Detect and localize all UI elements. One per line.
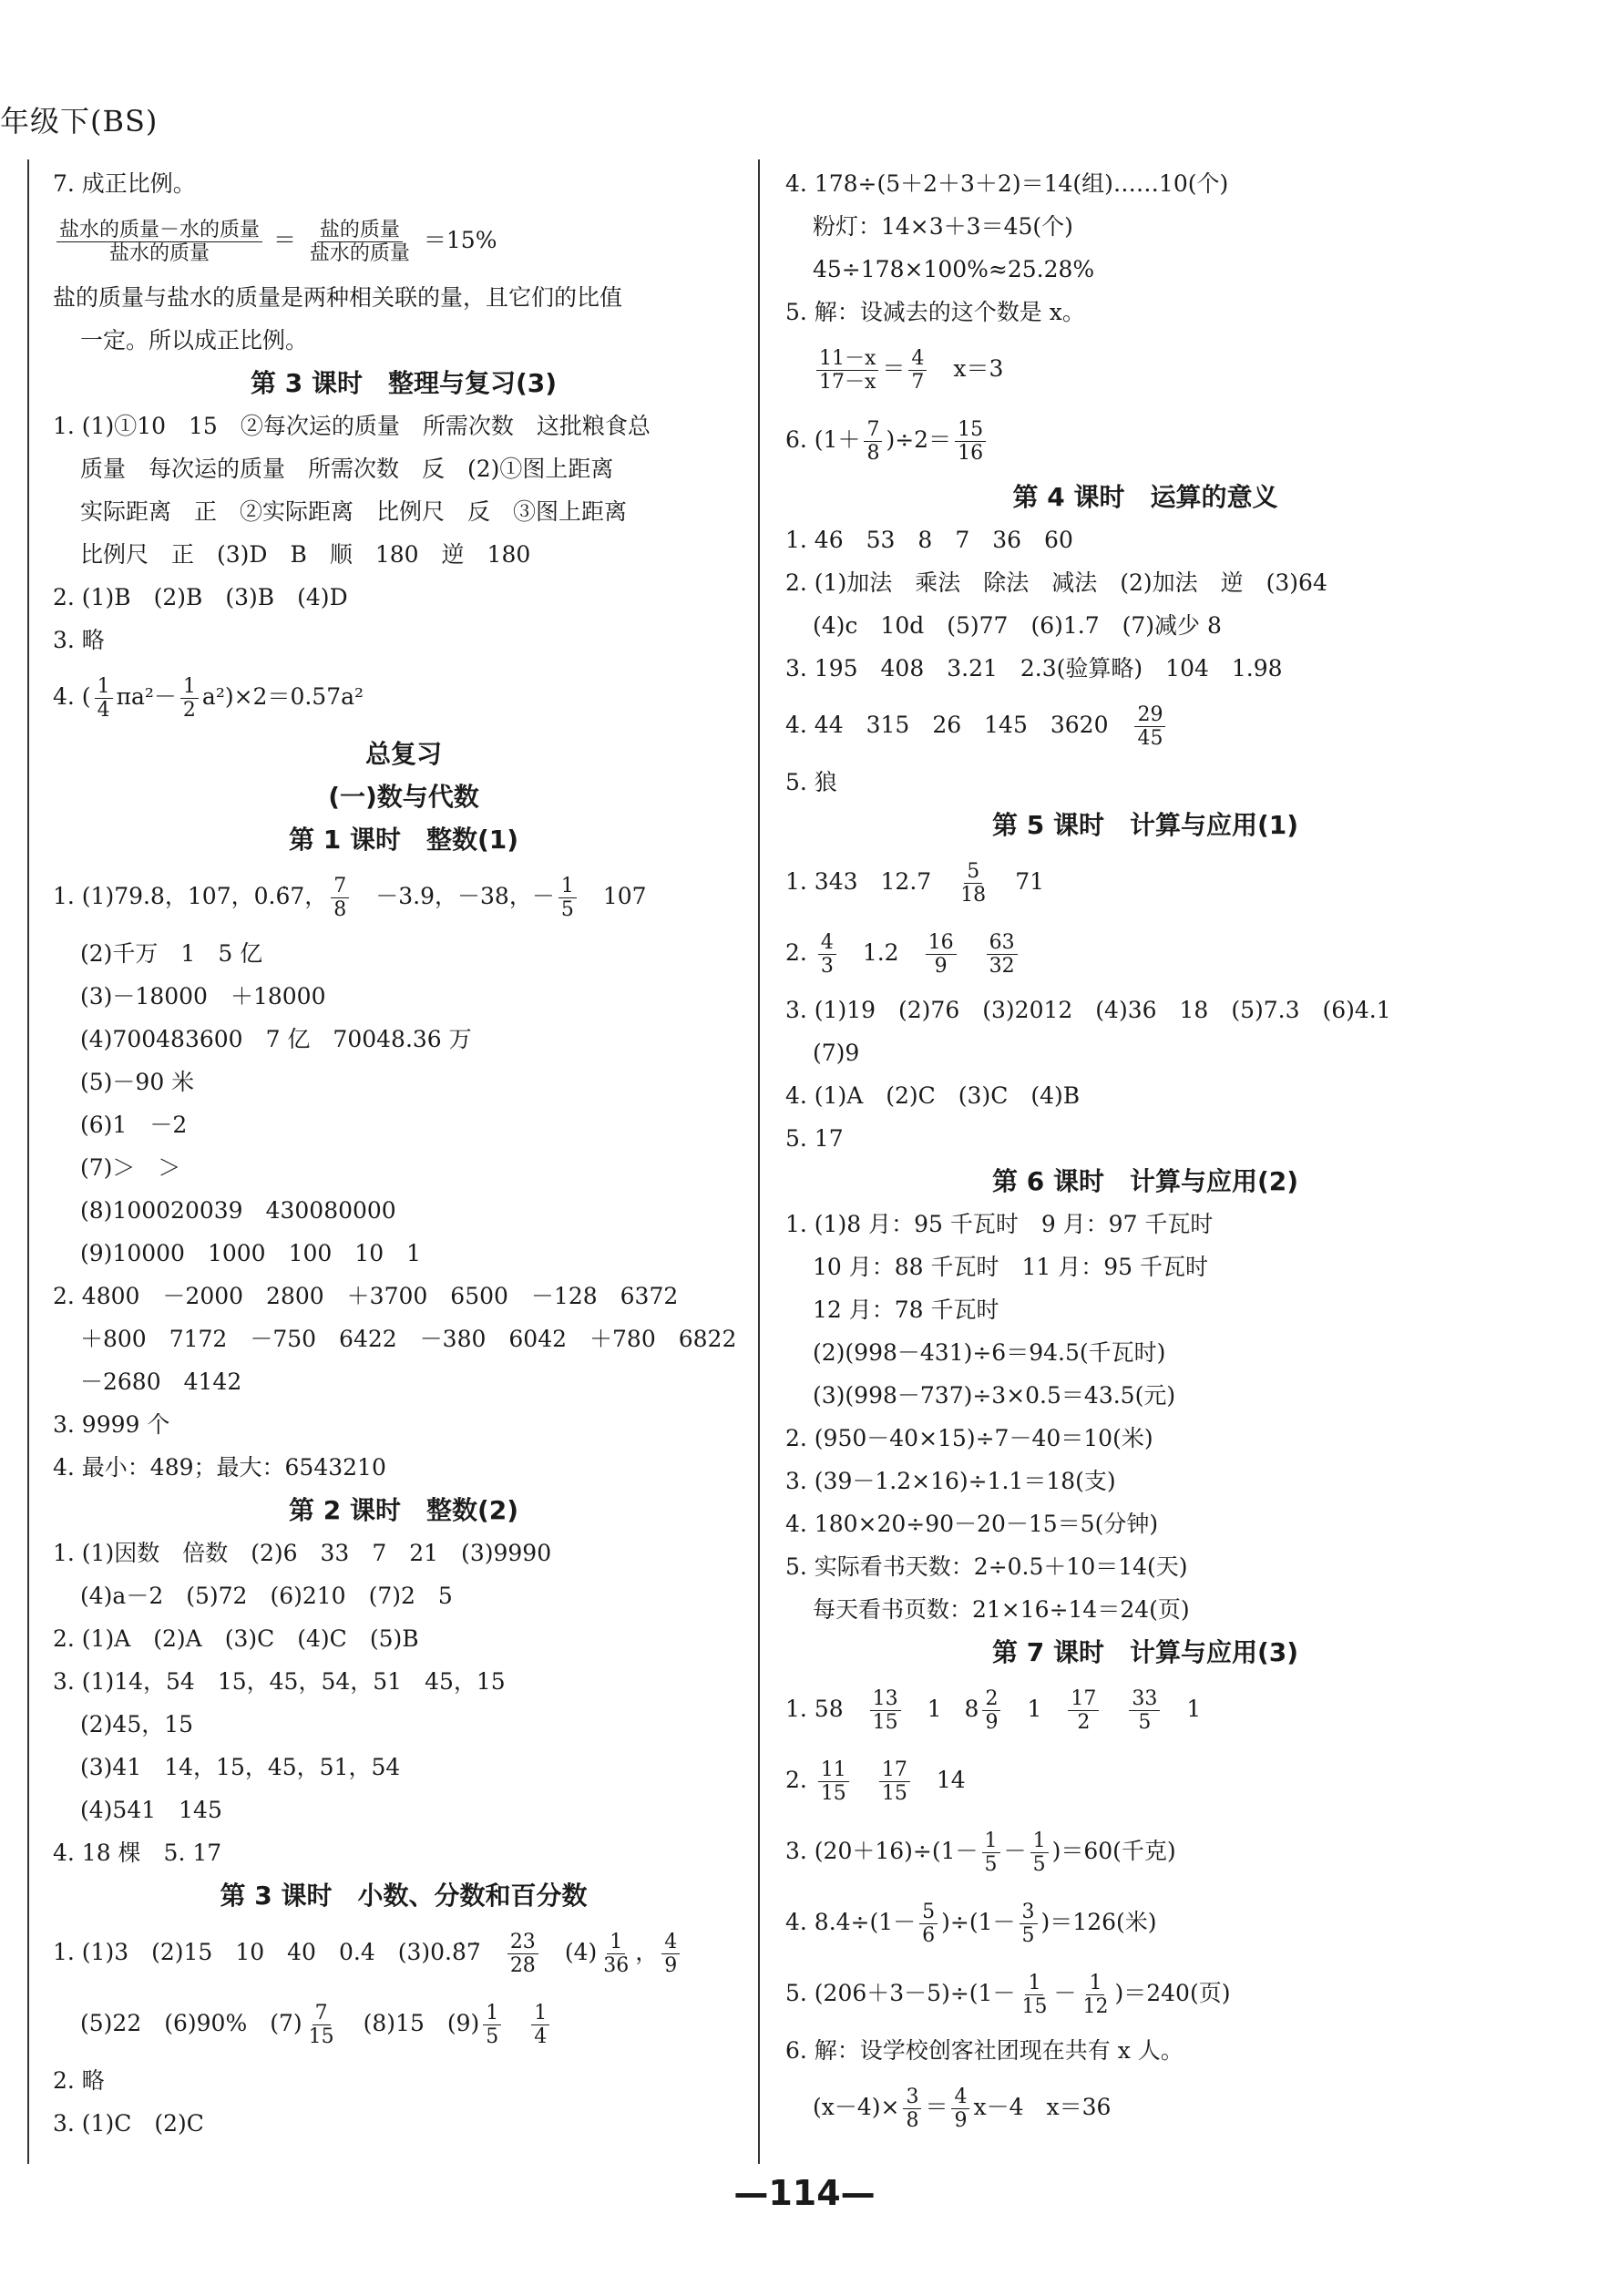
fraction-numerator: 7 [864,418,882,442]
formula-text: 4. 44 315 26 145 3620 [785,712,1132,738]
fraction-denominator: 9 [985,1711,999,1734]
formula-text: ， [635,1939,659,1965]
fraction-numerator: 7 [331,875,349,898]
answer-line-formula [785,1745,1505,1816]
left-margin-rule [27,159,29,2164]
fraction [1068,1687,1099,1735]
formula-text: 1. 58 [785,1696,866,1722]
formula-text: 4. ( [53,683,91,710]
answer-line: 3. (1)19 (2)76 (3)2012 (4)36 18 (5)7.3 (6)4.1 [785,997,1391,1023]
fraction-numerator: 17 [879,1758,910,1782]
fraction-denominator: 32 [989,955,1015,978]
section-heading: (一)数与代数 [328,782,479,812]
answer-line: 1. 46 53 8 7 36 60 [785,527,1073,553]
fraction-denominator: 15 [881,1782,907,1805]
answer-line-formula [785,405,1505,476]
formula-text: 14 [913,1767,966,1793]
answer-line: 实际距离 正 ②实际距离 比例尺 反 ③图上距离 [80,498,628,525]
answer-line: 1. (1)8 月：95 千瓦时 9 月：97 千瓦时 [785,1211,1214,1237]
formula-text: )＝126(米) [1040,1909,1157,1935]
fraction-denominator: 9 [664,1954,678,1977]
fraction-denominator: 8 [333,898,347,921]
answer-line: 1. (1)因数 倍数 (2)6 33 7 21 (3)9990 [53,1540,552,1566]
answer-line: 盐的质量与盐水的质量是两种相关联的量，且它们的比值 [53,284,623,311]
answer-line: (5)－90 米 [80,1069,195,1095]
fraction-numerator: 15 [955,418,986,442]
fraction-denominator: 2 [182,699,196,722]
fraction-numerator: 4 [951,2086,969,2109]
fraction [818,1758,849,1806]
fraction [307,219,413,266]
fraction-numerator: 29 [1134,703,1165,727]
fraction [56,219,262,266]
answer-line: (4)a－2 (5)72 (6)210 (7)2 5 [80,1583,453,1609]
formula-text [960,939,983,966]
fraction-numerator: 7 [313,2002,331,2025]
answer-line: (2)千万 1 5 亿 [80,940,263,967]
formula-text: (5)22 (6)90% (7) [80,2010,302,2036]
answer-line: 比例尺 正 (3)D B 顺 180 逆 180 [80,541,531,568]
answer-line-formula [785,1816,1505,1887]
formula-text: 3. (20＋16)÷(1－ [785,1838,979,1864]
fraction [926,931,957,979]
fraction-denominator: 4 [97,699,110,722]
formula-text: 107 [579,883,647,909]
answer-line: 3. 9999 个 [53,1411,170,1438]
fraction-numerator: 16 [926,931,957,955]
fraction-numerator: 11－x [816,347,878,371]
answer-line: －2680 4142 [80,1368,242,1395]
answer-line: 一定。所以成正比例。 [80,327,309,354]
answer-line: 4. 18 棵 5. 17 [53,1840,222,1866]
fraction-denominator: 盐水的质量 [309,242,410,265]
fraction [1134,703,1165,751]
section-heading: 第 7 课时 计算与应用(3) [991,1637,1299,1667]
fraction-denominator: 6 [922,1924,936,1947]
answer-line: 3. (1)14，54 15，45，54，51 45，15 [53,1668,506,1695]
fraction-denominator: 28 [509,1954,536,1977]
formula-text: (4) [541,1939,598,1965]
fraction-numerator: 1 [982,1830,1000,1853]
answer-line: (8)100020039 430080000 [80,1197,396,1224]
answer-line: 6. 解：设学校创客社团现在共有 x 人。 [785,2037,1184,2064]
formula-text: 1. (1)79.8，107，0.6̇7， [53,883,328,909]
fraction [559,875,577,922]
fraction-denominator: 2 [1077,1711,1091,1734]
answer-line: (3)－18000 ＋18000 [80,983,326,1010]
fraction-numerator: 5 [919,1901,938,1924]
fraction-numerator: 1 [1025,1972,1043,1995]
answer-line-formula [785,917,1505,989]
answer-line-formula [53,1988,754,2059]
fraction [818,931,836,979]
page-header: 年级下(BS) [0,104,159,138]
formula-text: ＝15% [415,227,497,253]
answer-line: (3)41 14，15，45，51，54 [80,1754,401,1780]
fraction-denominator: 45 [1137,727,1163,750]
answer-line: 4. 178÷(5＋2＋3＋2)＝14(组)……10(个) [785,170,1229,197]
answer-line: 5. 解：设减去的这个数是 x。 [785,299,1085,325]
answer-line: (6)1 －2 [80,1112,188,1138]
fraction [531,2002,549,2049]
answer-line: 每天看书页数：21×16÷14＝24(页) [813,1596,1190,1623]
fraction [1019,1972,1050,2019]
answer-line: 1. (1)①10 15 ②每次运的质量 所需次数 这批粮食总 [53,413,651,439]
fraction-numerator: 盐的质量 [317,219,403,242]
answer-line: (3)(998－737)÷3×0.5＝43.5(元) [813,1382,1176,1409]
answer-line-formula [53,1917,754,1988]
fraction [180,675,199,723]
right-column [785,162,1505,2143]
fraction-denominator: 5 [984,1853,998,1876]
fraction-numerator: 23 [507,1931,538,1954]
fraction-numerator: 4 [661,1931,680,1954]
fraction-numerator: 1 [559,875,577,898]
answer-line: 12 月：78 千瓦时 [813,1297,999,1323]
fraction-denominator: 盐水的质量 [109,242,210,265]
answer-line: ＋800 7172 －750 6422 －380 6042 ＋780 6822 [80,1326,737,1352]
answer-line: 45÷178×100%≈25.28% [813,256,1095,282]
fraction-denominator: 8 [866,442,880,465]
formula-text: － [1053,1980,1077,2006]
formula-text: ＝ [882,355,906,382]
page-number: —114— [733,2173,876,2213]
answer-line: (7)＞ ＞ [80,1154,181,1181]
formula-text: (x－4)× [813,2094,900,2120]
fraction-denominator: 5 [1032,1853,1046,1876]
fraction-numerator: 2 [982,1687,1000,1711]
formula-text: 1. 343 12.7 [785,868,955,895]
section-heading: 第 2 课时 整数(2) [288,1495,519,1525]
fraction [1030,1830,1049,1877]
fraction-denominator: 3 [820,955,834,978]
formula-text: 2. [785,1767,815,1793]
fraction-numerator: 33 [1129,1687,1160,1711]
fraction-denominator: 5 [1021,1924,1035,1947]
fraction [600,1931,631,1978]
left-column [53,162,754,2145]
answer-line-formula [785,846,1505,917]
answer-line: 4. (1)A (2)C (3)C (4)B [785,1082,1081,1109]
formula-text: ＝ [266,227,303,253]
answer-line: (2)(998－431)÷6＝94.5(千瓦时) [813,1339,1166,1366]
answer-line: 2. 4800 －2000 2800 ＋3700 6500 －128 6372 [53,1283,679,1309]
answer-line-formula [53,205,754,276]
fraction-denominator: 5 [560,898,574,921]
answer-line: 3. (1)C (2)C [53,2110,204,2137]
formula-text: )÷2＝ [886,426,952,453]
answer-line-formula [785,1887,1505,1958]
fraction-numerator: 3 [903,2086,921,2109]
fraction [1020,1901,1038,1948]
answer-line: 2. (950－40×15)÷7－40＝10(米) [785,1425,1153,1451]
answer-line: 4. 180×20÷90－20－15＝5(分钟) [785,1511,1159,1537]
fraction [1080,1972,1111,2019]
fraction-numerator: 盐水的质量－水的质量 [56,219,262,242]
formula-text: 2. [785,939,815,966]
fraction-denominator: 8 [906,2109,919,2132]
answer-line: 2. 略 [53,2067,105,2094]
fraction [955,418,986,466]
fraction-numerator: 4 [908,347,927,371]
fraction-numerator: 1 [483,2002,501,2025]
fraction [864,418,882,466]
fraction-numerator: 1 [1086,1972,1104,1995]
fraction-denominator: 15 [872,1711,898,1734]
fraction [1129,1687,1160,1735]
section-heading: 总复习 [364,739,442,769]
section-heading: 第 3 课时 小数、分数和百分数 [220,1881,588,1911]
answer-line: 2. (1)加法 乘法 除法 减法 (2)加法 逆 (3)64 [785,569,1327,596]
formula-text: )＝240(页) [1114,1980,1231,2006]
section-heading: 第 4 课时 运算的意义 [1012,482,1278,512]
formula-text: ＝ [925,2094,948,2120]
section-heading: 第 6 课时 计算与应用(2) [991,1166,1299,1196]
section-heading: 第 5 课时 计算与应用(1) [991,810,1299,840]
fraction [987,931,1018,979]
fraction [879,1758,910,1806]
fraction [483,2002,501,2049]
fraction-numerator: 1 [531,2002,549,2025]
fraction [95,675,113,723]
fraction-denominator: 7 [911,371,925,394]
fraction-denominator: 9 [934,955,948,978]
answer-line: (4)700483600 7 亿 70048.36 万 [80,1026,472,1052]
answer-line: 10 月：88 千瓦时 11 月：95 千瓦时 [813,1254,1209,1280]
answer-line-formula [53,661,754,733]
answer-line: 3. 略 [53,627,105,653]
fraction [919,1901,938,1948]
answer-line: 5. 狼 [785,769,837,795]
fraction [507,1931,538,1978]
fraction-denominator: 15 [820,1782,846,1805]
answer-line: (9)10000 1000 100 10 1 [80,1240,421,1266]
answer-line: (7)9 [813,1040,860,1066]
answer-line: (4)c 10d (5)77 (6)1.7 (7)减少 8 [813,612,1222,639]
fraction-numerator: 3 [1020,1901,1038,1924]
answer-line: 7. 成正比例。 [53,170,196,197]
answer-line-formula [53,861,754,932]
fraction [870,1687,901,1735]
fraction-denominator: 15 [1021,1995,1048,2018]
answer-line: 3. (39－1.2×16)÷1.1＝18(支) [785,1468,1116,1494]
fraction-denominator: 9 [954,2109,968,2132]
answer-line: (4)541 145 [80,1797,222,1823]
formula-text: (8)15 (9) [340,2010,480,2036]
fraction-denominator: 17－x [819,371,876,394]
answer-line: 粉灯：14×3＋3＝45(个) [813,213,1073,240]
answer-line-formula [785,1674,1505,1745]
fraction-numerator: 11 [818,1758,849,1782]
fraction [331,875,349,922]
fraction [903,2086,921,2133]
formula-text: x－4 x＝36 [973,2094,1112,2120]
answer-line-formula [785,333,1505,405]
fraction-numerator: 17 [1068,1687,1099,1711]
answer-line: 5. 实际看书天数：2÷0.5＋10＝14(天) [785,1553,1188,1580]
fraction [982,1830,1000,1877]
formula-text: 1 8 [904,1696,979,1722]
answer-line: (2)45，15 [80,1711,194,1737]
formula-text: 6. (1＋ [785,426,861,453]
fraction [306,2002,337,2049]
fraction-denominator: 5 [1138,1711,1152,1734]
fraction-denominator: 5 [486,2025,499,2048]
formula-text [505,2010,528,2036]
answer-line: 质量 每次运的质量 所需次数 反 (2)①图上距离 [80,456,614,482]
fraction [908,347,927,395]
formula-text: )÷(1－ [941,1909,1016,1935]
fraction-denominator: 18 [960,884,987,907]
fraction-denominator: 15 [308,2025,334,2048]
answer-line-formula [785,2072,1505,2143]
formula-text: 4. 8.4÷(1－ [785,1909,917,1935]
formula-text [853,1767,876,1793]
formula-text: x＝3 [930,355,1004,382]
fraction-numerator: 63 [987,931,1018,955]
answer-line: 5. 17 [785,1125,844,1152]
formula-text [1102,1696,1125,1722]
fraction-numerator: 4 [818,931,836,955]
fraction-denominator: 12 [1082,1995,1109,2018]
formula-text: 1 [1004,1696,1065,1722]
answer-line: 2. (1)B (2)B (3)B (4)D [53,584,348,610]
formula-text: 1. (1)3 (2)15 10 40 0.4 (3)0.8̇7̇ [53,1939,504,1965]
formula-text: πa²－ [116,683,177,710]
formula-text: － [1003,1838,1027,1864]
formula-text: 5. (206＋3－5)÷(1－ [785,1980,1016,2006]
formula-text: )＝60(千克) [1051,1838,1176,1864]
formula-text: a²)×2＝0.57a² [201,683,364,710]
fraction [982,1687,1000,1735]
fraction-numerator: 1 [95,675,113,699]
answer-line-formula [785,690,1505,761]
fraction [816,347,878,395]
formula-text: 71 [992,868,1044,895]
column-divider [758,159,760,2164]
fraction [951,2086,969,2133]
section-heading: 第 1 课时 整数(1) [288,825,519,855]
fraction-numerator: 1 [1030,1830,1049,1853]
answer-line: 2. (1)A (2)A (3)C (4)C (5)B [53,1625,419,1652]
fraction-numerator: 5 [964,860,982,884]
fraction [958,860,989,907]
formula-text: 1 [1163,1696,1202,1722]
fraction [661,1931,680,1978]
formula-text: 1.2 [839,939,922,966]
fraction-denominator: 36 [603,1954,630,1977]
fraction-numerator: 1 [607,1931,625,1954]
formula-text: －3.9，－38，－ [353,883,555,909]
answer-line-formula [785,1958,1505,2029]
answer-line: 4. 最小：489；最大：6543210 [53,1454,386,1481]
answer-line: 3. 195 408 3.21 2.3(验算略) 104 1.98 [785,655,1283,682]
fraction-denominator: 16 [958,442,984,465]
section-heading: 第 3 课时 整理与复习(3) [250,368,558,398]
fraction-numerator: 13 [870,1687,901,1711]
fraction-numerator: 1 [180,675,199,699]
fraction-denominator: 4 [534,2025,548,2048]
